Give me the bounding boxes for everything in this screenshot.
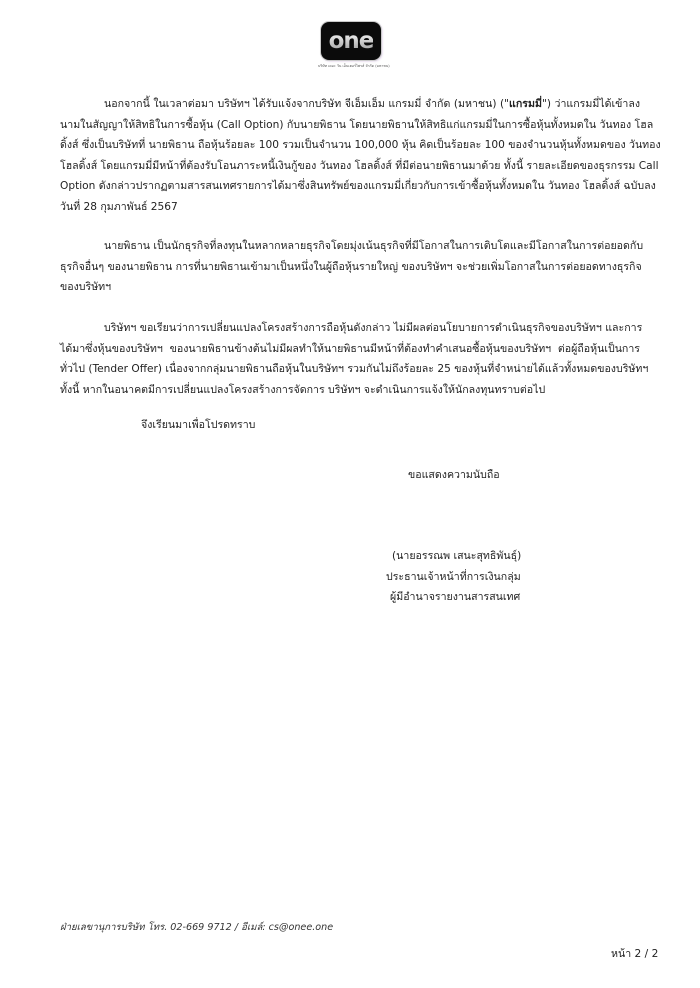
footer-contact: ฝ่ายเลขานุการบริษัท โทร. 02-669 9712 / อีเมล์: cs@onee.one [60,922,334,933]
text-segment: ") ว่าแกรมมี่ได้เข้าลง [541,98,640,110]
page-number: หน้า 2 / 2 [611,948,659,960]
signatory-role: ผู้มีอำนาจรายงานสารสนเทศ [390,591,521,604]
company-logo [318,22,390,69]
signatory-title: ประธานเจ้าหน้าที่การเงินกลุ่ม [386,570,521,583]
text-segment: บริษัทฯ ขอเรียนว่าการเปลี่ยนแปลงโครงสร้างการถือหุ้นดังกล่าว ไม่มีผลต่อนโยบายการดำเนินธุรกิจของบริษัทฯ และการ [104,322,643,334]
bold-term: แกรมมี่ [509,98,542,110]
text-line: ทั่วไป (Tender Offer) เนื่องจากกลุ่มนายพิธานถือหุ้นในบริษัทฯ รวมกันไม่ถึงร้อยละ 25 ของหุ้นที่จำหน่ายได้แล้วทั้งหมดของบริษัทฯ [60,363,649,376]
text-line: วันที่ 28 กุมภาพันธ์ 2567 [60,200,178,213]
logo-subtitle: บริษัท เดอะ วัน เอ็นเตอร์ไพรส์ จำกัด (มหาชน) [318,64,390,68]
text-line [60,236,644,257]
signatory-name: (นายอรรณพ เสนะสุทธิพันธุ์) [392,550,522,562]
text-line: ธุรกิจอื่นๆ ของนายพิธาน การที่นายพิธานเข้ามาเป็นหนึ่งในผู้ถือหุ้นรายใหญ่ ของบริษัทฯ จะช่วยเพิ่มโอกาสในการต่อยอดทางธุรกิจ [60,260,642,273]
paragraph-call-option [60,94,661,218]
text-line: Option ดังกล่าวปรากฏตามสารสนเทศรายการได้มาซึ่งสินทรัพย์ของแกรมมี่เกี่ยวกับการเข้าซื้อหุ้นทั้งหมดใน วันทอง โฮลดิ้งส์ ฉบับลง [60,180,656,193]
text-line [60,318,643,339]
text-line: นามในสัญญาให้สิทธิในการซื้อหุ้น (Call Option) กับนายพิธาน โดยนายพิธานให้สิทธิแก่แกรมมี่ในการซื้อหุ้นทั้งหมดใน วันทอง โฮล [60,118,654,131]
text-line: ทั้งนี้ หากในอนาคตมีการเปลี่ยนแปลงโครงสร้างการจัดการ บริษัทฯ จะดำเนินการแจ้งให้นักลงทุนทราบต่อไป [60,383,546,396]
paragraph-investor-background [60,236,644,298]
logo-badge [321,22,381,60]
signature-block [386,546,521,608]
regards-line: ขอแสดงความนับถือ [408,469,500,481]
text-segment: นอกจากนี้ ในเวลาต่อมา บริษัทฯ ได้รับแจ้งจากบริษัท จีเอ็มเอ็ม แกรมมี่ จำกัด (มหาชน) (" [104,98,510,110]
text-line: ดิ้งส์ ซึ่งเป็นบริษัทที่ นายพิธาน ถือหุ้นร้อยละ 100 รวมเป็นจำนวน 100,000 หุ้น คิดเป็นร้อยละ 100 ของจำนวนหุ้นทั้งหมดของ วันทอง [60,139,661,152]
text-segment: นายพิธาน เป็นนักธุรกิจที่ลงทุนในหลากหลายธุรกิจโดยมุ่งเน้นธุรกิจที่มีโอกาสในการเติบโตและมีโอกาสในการต่อยอดกับ [104,240,644,252]
text-line [60,94,640,115]
paragraph-shareholding-change [60,318,649,400]
logo-text: one [328,27,374,54]
text-line: ของบริษัทฯ [60,281,112,294]
closing-line: จึงเรียนมาเพื่อโปรดทราบ [141,419,256,431]
text-line: ได้มาซึ่งหุ้นของบริษัทฯ ของนายพิธานข้างต้นไม่มีผลทำให้นายพิธานมีหน้าที่ต้องทำคำเสนอซื้อหุ้นของบริษัทฯ ต่อผู้ถือหุ้นเป็นการ [60,342,640,355]
text-line: โฮลดิ้งส์ โดยแกรมมี่มีหน้าที่ต้องรับโอนภาระหนี้เงินกู้ของ วันทอง โฮลดิ้งส์ ที่มีต่อนายพิธานมาด้วย ทั้งนี้ รายละเอียดของธุรกรรม Call [60,159,659,172]
